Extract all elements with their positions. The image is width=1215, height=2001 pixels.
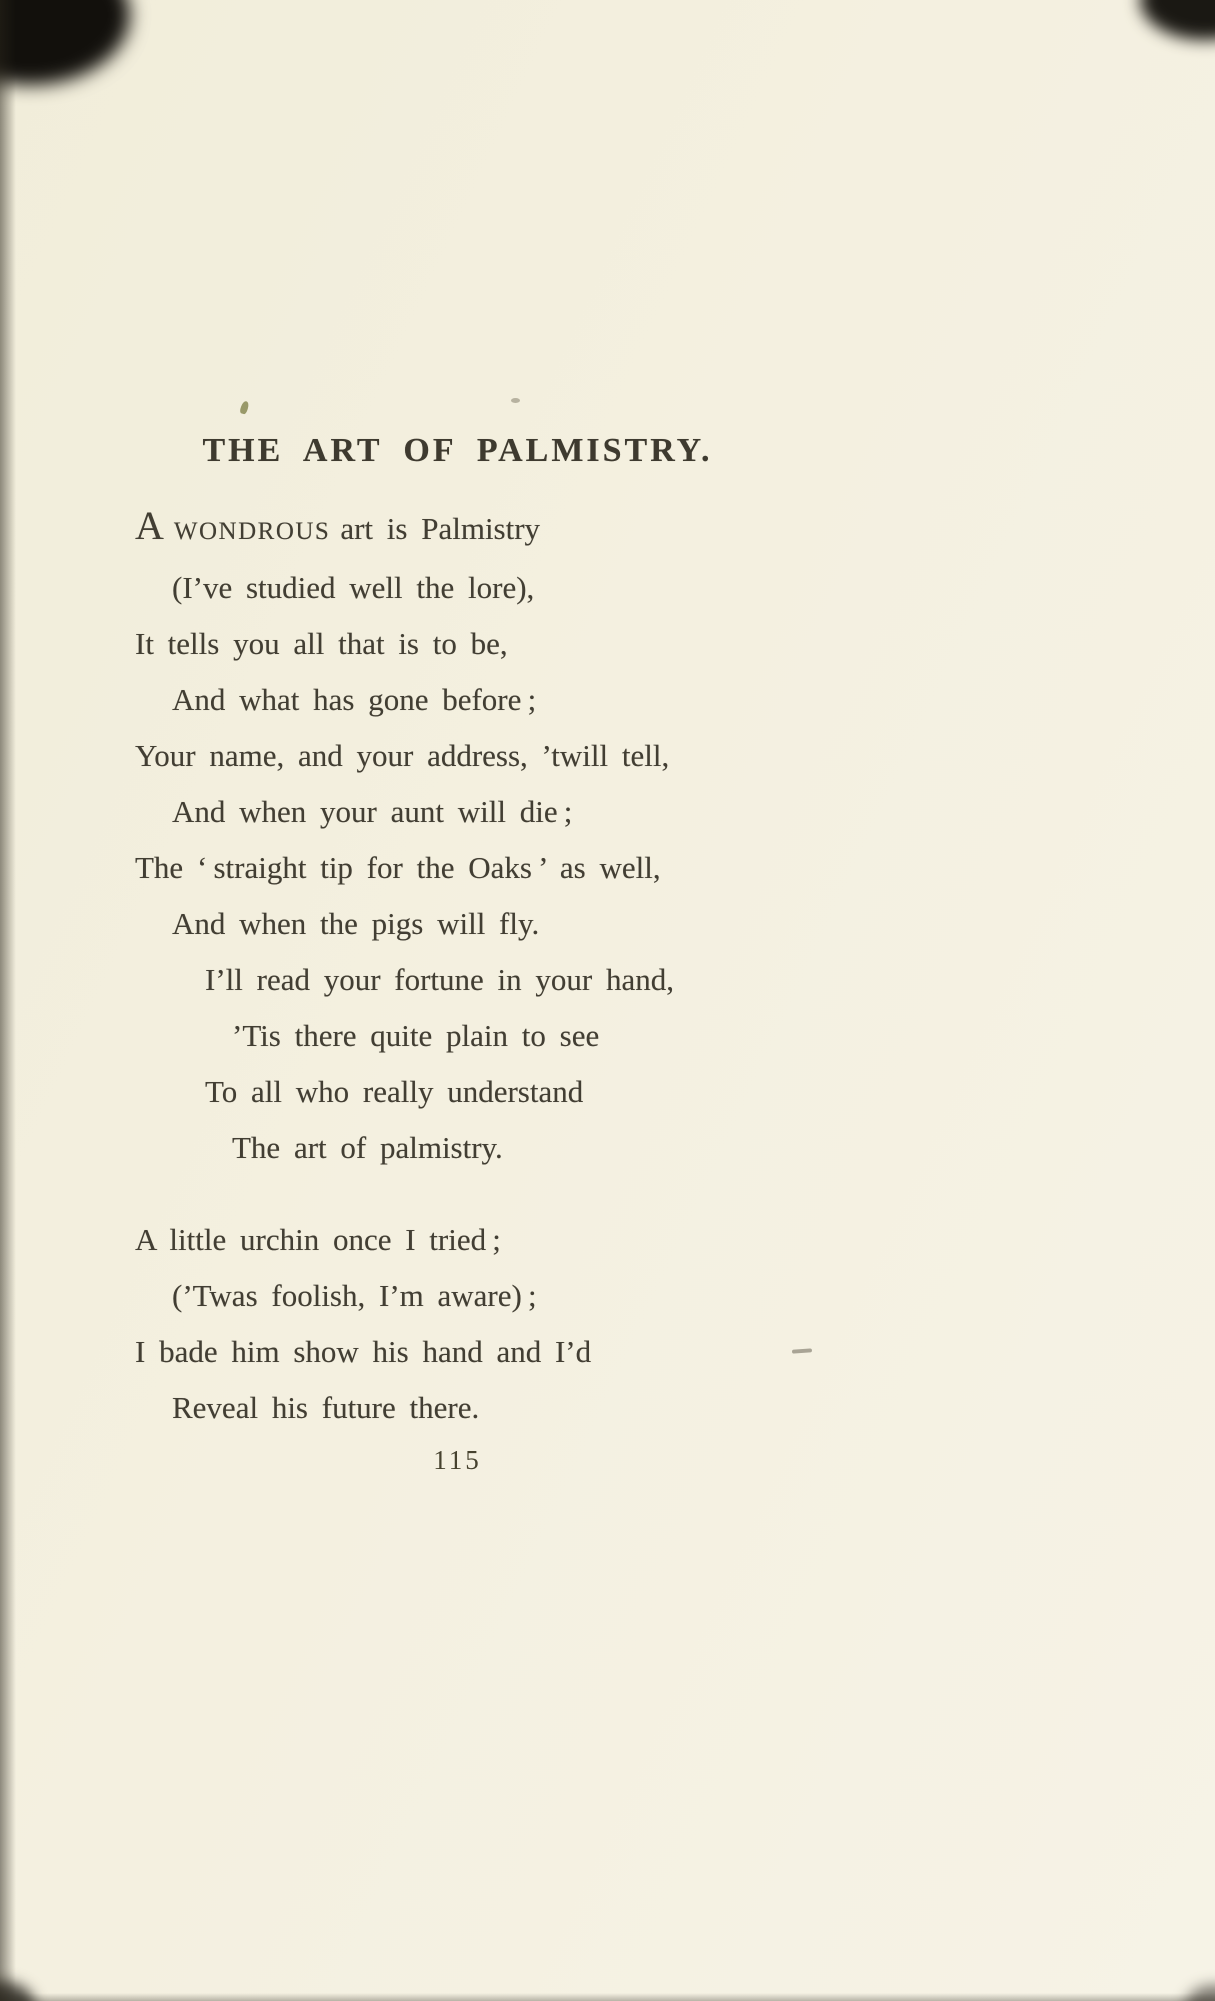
poem-line: A little urchin once I tried ; bbox=[135, 1222, 501, 1257]
scan-shadow-top-left bbox=[0, 0, 130, 85]
poem-line: (’Twas foolish, I’m aware) ; bbox=[172, 1278, 537, 1313]
opening-line-rest: art is Palmistry bbox=[340, 511, 541, 546]
poem-stanza-1 bbox=[135, 498, 780, 1176]
poem-line: Your name, and your address, ’twill tell, bbox=[135, 738, 670, 773]
page-number: 115 bbox=[433, 1445, 482, 1475]
poem-content bbox=[135, 430, 780, 1482]
poem-line: ’Tis there quite plain to see bbox=[232, 1018, 600, 1053]
page-edge-shadow-left bbox=[0, 0, 16, 2001]
poem-stanza-2 bbox=[135, 1212, 780, 1436]
poem-line: I bade him show his hand and I’d bbox=[135, 1334, 592, 1369]
poem-line: And what has gone before ; bbox=[172, 682, 537, 717]
poem-line: I’ll read your fortune in your hand, bbox=[205, 962, 675, 997]
poem-line: It tells you all that is to be, bbox=[135, 626, 508, 661]
poem-line: (I’ve studied well the lore), bbox=[172, 570, 535, 605]
poem-line: To all who really understand bbox=[205, 1074, 584, 1109]
paper-speck bbox=[239, 400, 250, 415]
scan-shadow-top-right bbox=[1140, 0, 1215, 40]
poem-line-opening bbox=[135, 498, 780, 560]
poem-line: The ‘ straight tip for the Oaks ’ as well, bbox=[135, 850, 661, 885]
opening-small-caps: WONDROUS bbox=[173, 518, 331, 545]
paper-speck bbox=[792, 1348, 812, 1353]
paper-speck bbox=[511, 398, 520, 403]
poem-line: The art of palmistry. bbox=[232, 1130, 503, 1165]
poem-line: And when your aunt will die ; bbox=[172, 794, 573, 829]
poem-title: THE ART OF PALMISTRY. bbox=[202, 432, 713, 469]
opening-initial-letter: A bbox=[135, 503, 164, 548]
page-edge-shadow-bottom bbox=[0, 1993, 1215, 2001]
poem-line: Reveal his future there. bbox=[172, 1390, 480, 1425]
poem-line: And when the pigs will fly. bbox=[172, 906, 540, 941]
